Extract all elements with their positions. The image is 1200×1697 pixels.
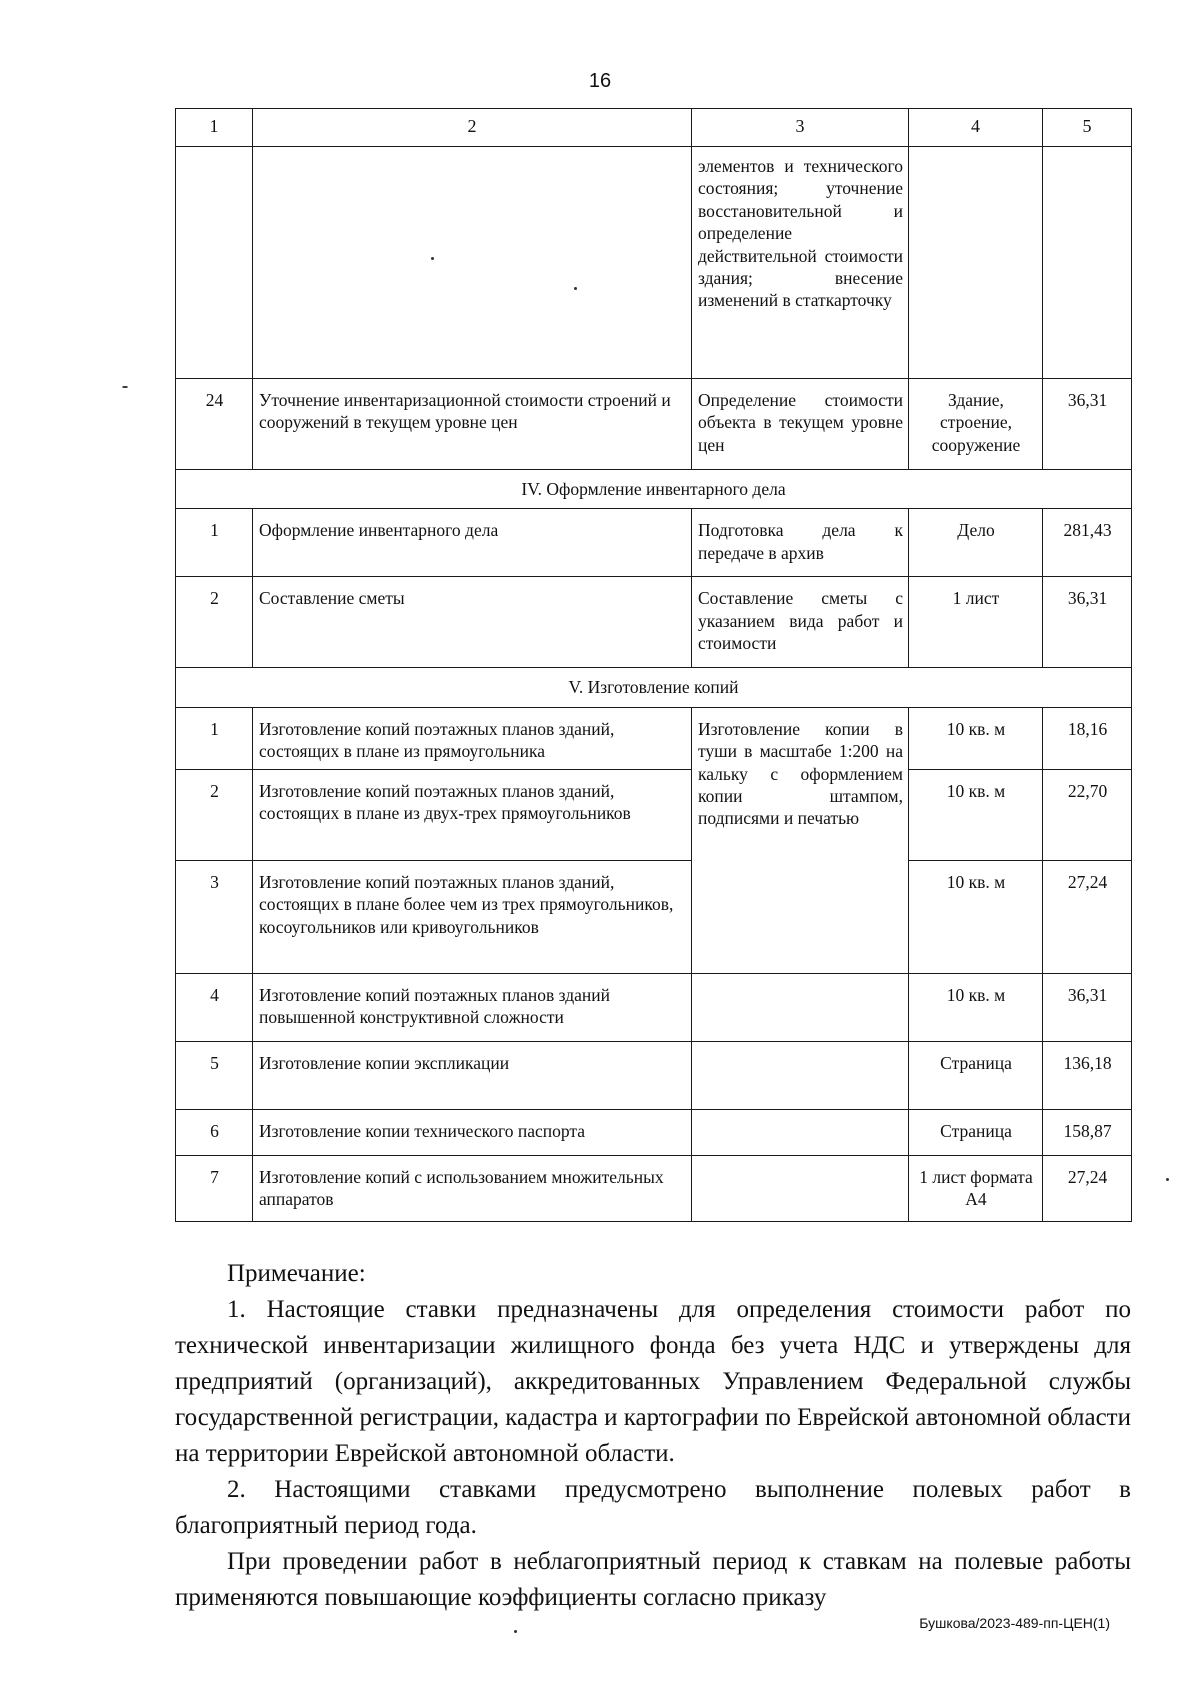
header-col-1: 1	[176, 109, 253, 147]
section-4-title-row	[176, 470, 1132, 509]
cell-name: Изготовление копий поэтажных планов зданий, состоящих в плане более чем из трех прямоугольников, косоугольников или кривоугольников	[253, 860, 692, 973]
header-col-3: 3	[692, 109, 909, 147]
header-col-4: 4	[909, 109, 1043, 147]
scan-speck	[514, 1630, 517, 1633]
document-code: Бушкова/2023-489-пп-ЦЕН(1)	[919, 1615, 1110, 1631]
scan-speck	[122, 386, 128, 388]
table-row-continuation	[176, 147, 1132, 379]
cell-value: 36,31	[1043, 379, 1132, 470]
cell-unit: Дело	[909, 509, 1043, 577]
cell-desc	[692, 973, 909, 1041]
header-col-2: 2	[253, 109, 692, 147]
cell-value: 36,31	[1043, 577, 1132, 668]
cell-unit: 10 кв. м	[909, 860, 1043, 973]
cell-name: Оформление инвентарного дела	[253, 509, 692, 577]
cell-name: Изготовление копии экспликации	[253, 1041, 692, 1109]
note-title: Примечание:	[227, 1260, 366, 1287]
cell-name	[253, 147, 692, 379]
cell-value: 27,24	[1043, 860, 1132, 973]
table-row	[176, 577, 1132, 668]
cell-name: Изготовление копий поэтажных планов зданий повышенной конструктивной сложности	[253, 973, 692, 1041]
cell-unit: 10 кв. м	[909, 973, 1043, 1041]
cell-unit	[909, 147, 1043, 379]
scan-speck	[574, 287, 577, 290]
note-paragraph-1: 1. Настоящие ставки предназначены для определения стоимости работ по технической инвентаризации жилищного фонда без учета НДС и утверждены для предприятий (организаций), аккредитованных Управлением Федеральной службы государственной регистрации, кадастра и картографии по Еврейской автономной области на территории Еврейской автономной области.	[175, 1296, 1131, 1467]
cell-value: 22,70	[1043, 769, 1132, 860]
table-row	[176, 707, 1132, 769]
cell-value	[1043, 147, 1132, 379]
note-paragraph-2: 2. Настоящими ставками предусмотрено выполнение полевых работ в благоприятный период года.	[175, 1476, 1131, 1539]
cell-num: 6	[176, 1109, 253, 1155]
cell-value: 36,31	[1043, 973, 1132, 1041]
cell-value: 158,87	[1043, 1109, 1132, 1155]
table-row-24	[176, 379, 1132, 470]
cell-name: Изготовление копии технического паспорта	[253, 1109, 692, 1155]
scan-speck	[431, 257, 434, 260]
cell-value: 136,18	[1043, 1041, 1132, 1109]
cell-unit: 1 лист формата А4	[909, 1155, 1043, 1221]
cell-unit: 10 кв. м	[909, 769, 1043, 860]
cell-num: 7	[176, 1155, 253, 1221]
cell-desc: Определение стоимости объекта в текущем уровне цен	[692, 379, 909, 470]
cell-unit: Здание, строение, сооружение	[909, 379, 1043, 470]
header-col-5: 5	[1043, 109, 1132, 147]
table-row	[176, 1041, 1132, 1109]
cell-name: Составление сметы	[253, 577, 692, 668]
cell-num: 2	[176, 769, 253, 860]
cell-unit: Страница	[909, 1109, 1043, 1155]
cell-unit: 1 лист	[909, 577, 1043, 668]
cell-num: 3	[176, 860, 253, 973]
cell-desc: Составление сметы с указанием вида работ и стоимости	[692, 577, 909, 668]
cell-desc-shared: Изготовление копии в туши в масштабе 1:200 на кальку с оформлением копии штампом, подписями и печатью	[692, 707, 909, 973]
cell-num: 1	[176, 707, 253, 769]
table-row	[176, 860, 1132, 973]
cell-unit: 10 кв. м	[909, 707, 1043, 769]
scan-speck	[1166, 1178, 1169, 1181]
table-header-row	[176, 109, 1132, 147]
cell-name: Изготовление копий поэтажных планов зданий, состоящих в плане из прямоугольника	[253, 707, 692, 769]
cell-num: 1	[176, 509, 253, 577]
note-block	[175, 1256, 1131, 1616]
table-row	[176, 769, 1132, 860]
cell-name: Изготовление копий с использованием множительных аппаратов	[253, 1155, 692, 1221]
cell-name: Уточнение инвентаризационной стоимости строений и сооружений в текущем уровне цен	[253, 379, 692, 470]
table-row	[176, 973, 1132, 1041]
table-row	[176, 1155, 1132, 1221]
section-title: IV. Оформление инвентарного дела	[176, 470, 1132, 509]
cell-num: 24	[176, 379, 253, 470]
table-row	[176, 1109, 1132, 1155]
cell-desc	[692, 1041, 909, 1109]
cell-num: 5	[176, 1041, 253, 1109]
section-title: V. Изготовление копий	[176, 668, 1132, 707]
cell-value: 281,43	[1043, 509, 1132, 577]
cell-name: Изготовление копий поэтажных планов зданий, состоящих в плане из двух-трех прямоугольников	[253, 769, 692, 860]
cell-desc	[692, 1155, 909, 1221]
cell-num: 2	[176, 577, 253, 668]
cell-desc: элементов и технического состояния; уточнение восстановительной и определение действительной стоимости здания; внесение изменений в статкарточку	[692, 147, 909, 379]
rates-table	[175, 108, 1132, 1222]
cell-desc	[692, 1109, 909, 1155]
page-number: 16	[588, 70, 612, 92]
note-paragraph-3: При проведении работ в неблагоприятный период к ставкам на полевые работы применяются повышающие коэффициенты согласно приказу	[175, 1548, 1131, 1611]
cell-value: 18,16	[1043, 707, 1132, 769]
cell-value: 27,24	[1043, 1155, 1132, 1221]
cell-desc: Подготовка дела к передаче в архив	[692, 509, 909, 577]
cell-num	[176, 147, 253, 379]
cell-unit: Страница	[909, 1041, 1043, 1109]
section-5-title-row	[176, 668, 1132, 707]
table-row	[176, 509, 1132, 577]
cell-num: 4	[176, 973, 253, 1041]
